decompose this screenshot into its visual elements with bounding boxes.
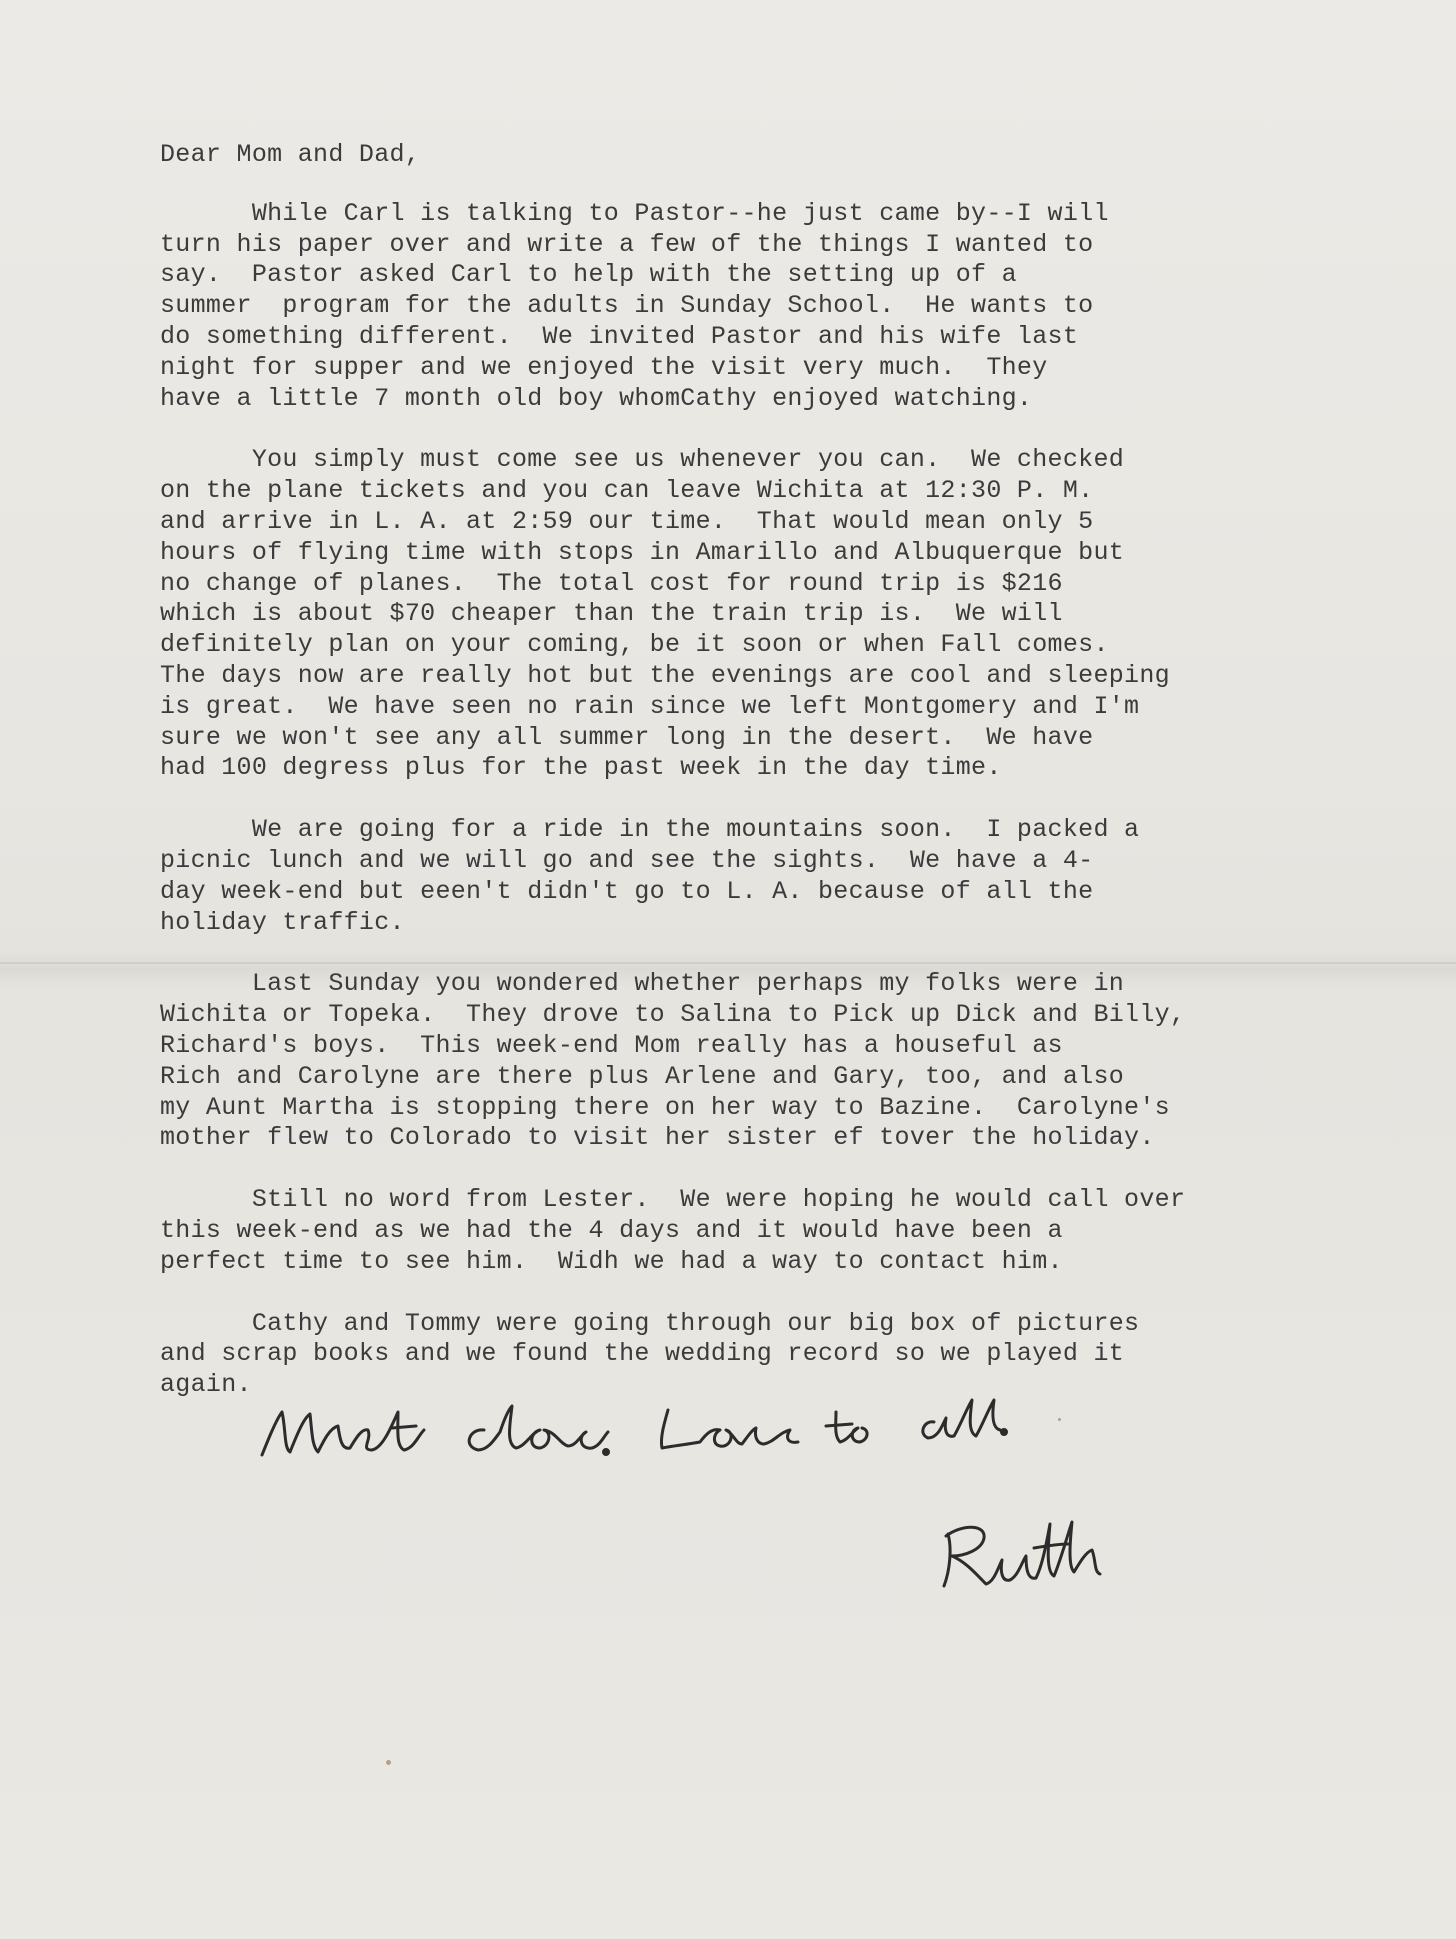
salutation: Dear Mom and Dad, <box>160 140 421 169</box>
text-line: have a little 7 month old boy whomCathy enjoyed watching. <box>160 383 1033 413</box>
text-line: The days now are really hot but the evenings are cool and sleeping <box>160 660 1170 690</box>
text-line: hours of flying time with stops in Amarillo and Albuquerque but <box>160 537 1125 567</box>
text-line: picnic lunch and we will go and see the sights. We have a 4- <box>160 845 1094 875</box>
text-line: say. Pastor asked Carl to help with the setting up of a <box>160 260 1017 290</box>
paragraph-4 <box>160 969 1400 1154</box>
text-line: is great. We have seen no rain since we left Montgomery and I'm <box>160 691 1140 721</box>
paragraph-1 <box>160 199 1400 415</box>
paragraph-2 <box>160 445 1400 784</box>
text-line: turn his paper over and write a few of the things I wanted to <box>160 229 1094 259</box>
text-line: sure we won't see any all summer long in the desert. We have <box>160 722 1094 752</box>
text-line: no change of planes. The total cost for round trip is $216 <box>160 568 1063 598</box>
text-line: summer program for the adults in Sunday School. He wants to <box>160 291 1094 321</box>
text-line: You simply must come see us whenever you can. We checked <box>160 445 1125 475</box>
text-line: We are going for a ride in the mountains soon. I packed a <box>160 815 1140 845</box>
text-line: night for supper and we enjoyed the visit very much. They <box>160 352 1048 382</box>
text-line: perfect time to see him. Widh we had a way to contact him. <box>160 1246 1063 1276</box>
text-line: this week-end as we had the 4 days and it would have been a <box>160 1215 1063 1245</box>
text-line: day week-end but eeen't didn't go to L. A. because of all the <box>160 876 1094 906</box>
text-line: on the plane tickets and you can leave Wichita at 12:30 P. M. <box>160 476 1094 506</box>
text-line: and scrap books and we found the wedding record so we played it <box>160 1339 1125 1369</box>
text-line: definitely plan on your coming, be it soon or when Fall comes. <box>160 630 1109 660</box>
text-line: and arrive in L. A. at 2:59 our time. That would mean only 5 <box>160 506 1094 536</box>
paragraph-6 <box>160 1309 1400 1401</box>
text-line: Cathy and Tommy were going through our big box of pictures <box>160 1308 1140 1338</box>
text-line: my Aunt Martha is stopping there on her way to Bazine. Carolyne's <box>160 1092 1170 1122</box>
text-line: which is about $70 cheaper than the train trip is. We will <box>160 599 1063 629</box>
text-line: Richard's boys. This week-end Mom really has a houseful as <box>160 1030 1063 1060</box>
text-line: holiday traffic. <box>160 907 405 937</box>
text-line: Rich and Carolyne are there plus Arlene and Gary, too, and also <box>160 1061 1125 1091</box>
text-line: again. <box>160 1370 252 1400</box>
paragraph-5 <box>160 1185 1400 1277</box>
text-line: While Carl is talking to Pastor--he just came by--I will <box>160 198 1109 228</box>
typed-letter <box>160 140 1400 1432</box>
paper-speck <box>386 1760 391 1765</box>
text-line: Last Sunday you wondered whether perhaps my folks were in <box>160 969 1125 999</box>
text-line: do something different. We invited Pastor and his wife last <box>160 321 1079 351</box>
text-line: Still no word from Lester. We were hoping he would call over <box>160 1185 1186 1215</box>
text-line: had 100 degress plus for the past week in the day time. <box>160 753 1002 783</box>
text-line: Wichita or Topeka. They drove to Salina to Pick up Dick and Billy, <box>160 1000 1186 1030</box>
letter-body <box>160 199 1400 1401</box>
text-line: mother flew to Colorado to visit her sister ef tover the holiday. <box>160 1123 1155 1153</box>
paragraph-3 <box>160 815 1400 938</box>
